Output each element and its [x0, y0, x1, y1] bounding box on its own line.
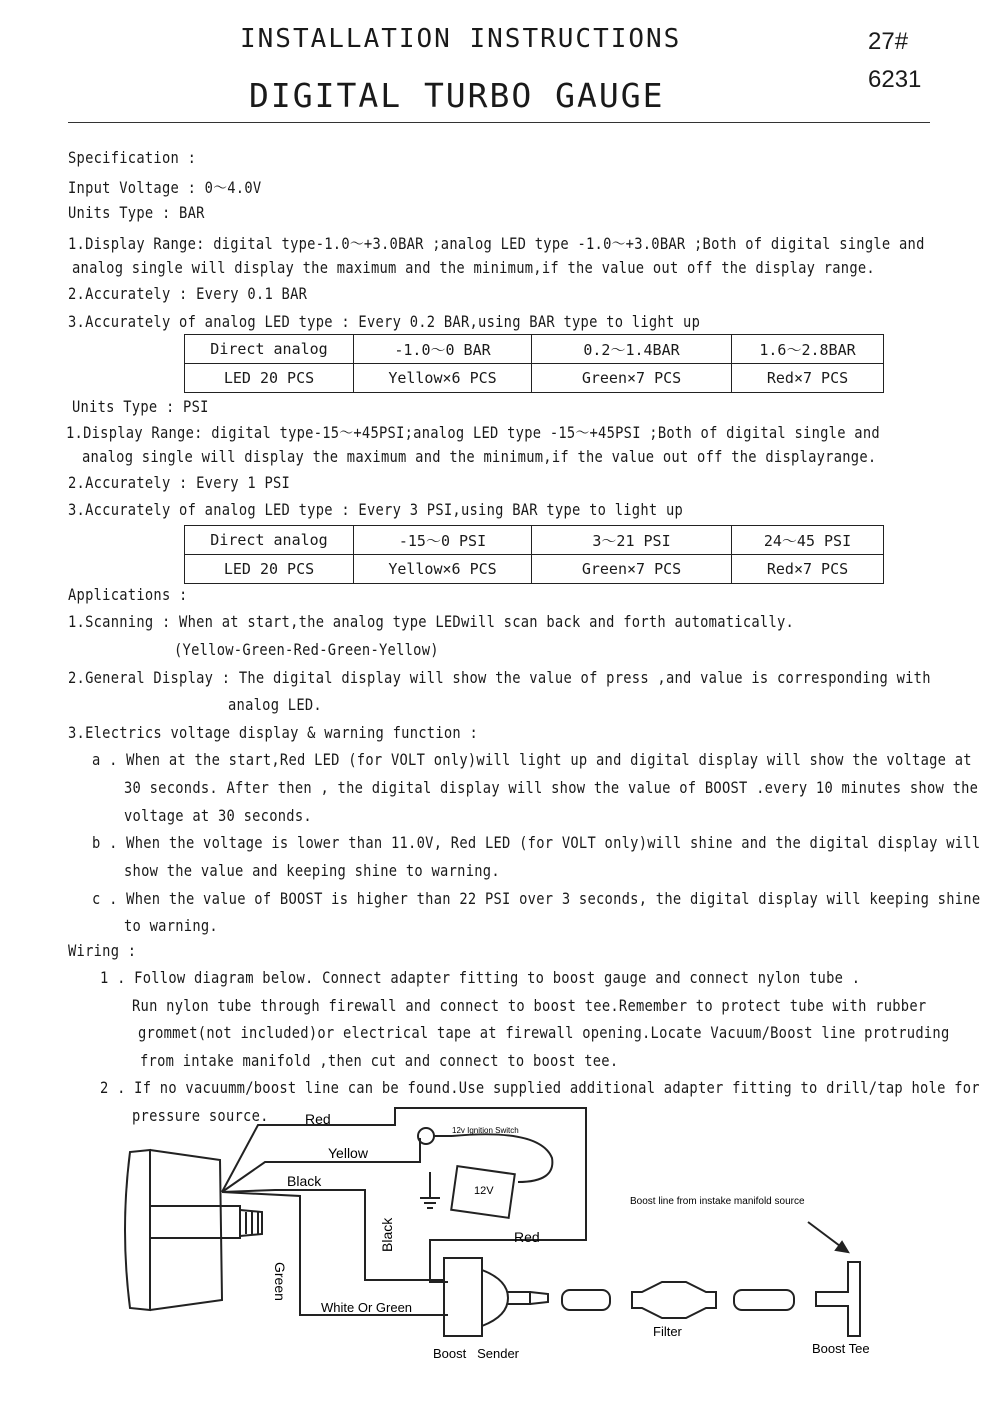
label-green-vertical: Green [272, 1262, 288, 1301]
wiring-step-1-cont3: from intake manifold ,then cut and connect to boost tee. [140, 1051, 619, 1070]
part-number: 6231 [868, 66, 922, 93]
label-filter: Filter [653, 1324, 682, 1339]
label-boost-tee: Boost Tee [812, 1341, 870, 1356]
table-cell: 24～45 PSI [732, 526, 884, 555]
nylon-tube [562, 1290, 610, 1310]
boost-tee-icon [816, 1262, 860, 1336]
app-item-c: c . When the value of BOOST is higher than 22 PSI over 3 seconds, the digital display will keeping shine [92, 889, 981, 908]
psi-display-range: 1.Display Range: digital type-15～+45PSI;analog LED type -15～+45PSI ;Both of digital single and [66, 423, 880, 442]
psi-display-range-cont: analog single will display the maximum and the minimum,if the value out off the displayrange. [82, 447, 877, 466]
table-cell: -1.0～0 BAR [354, 335, 532, 364]
page-title: DIGITAL TURBO GAUGE [249, 76, 665, 115]
label-boost-sender: Boost Sender [433, 1346, 519, 1361]
table-cell: Yellow×6 PCS [354, 555, 532, 584]
wiring-step-1: 1 . Follow diagram below. Connect adapter fitting to boost gauge and connect nylon tube . [100, 968, 861, 987]
battery-wire [452, 1134, 552, 1182]
app-item-a-cont: 30 seconds. After then , the digital display will show the value of BOOST .every 10 minutes show the [124, 778, 979, 797]
table-cell: LED 20 PCS [185, 364, 354, 393]
ignition-switch-icon [418, 1128, 434, 1144]
boost-sender [444, 1258, 482, 1336]
wiring-step-2-cont: pressure source. [132, 1106, 269, 1125]
table-cell: Direct analog [185, 526, 354, 555]
boost-sender-dome [482, 1270, 508, 1326]
filter-icon [632, 1282, 716, 1318]
table-cell: 1.6～2.8BAR [732, 335, 884, 364]
units-type-bar: Units Type : BAR [68, 203, 205, 222]
app-general-display: 2.General Display : The digital display will show the value of press ,and value is corresponding with [68, 668, 931, 687]
gauge-stem [150, 1206, 240, 1238]
table-cell: LED 20 PCS [185, 555, 354, 584]
bar-display-range: 1.Display Range: digital type-1.0～+3.0BAR ;analog LED type -1.0～+3.0BAR ;Both of digital single and [68, 234, 925, 253]
gauge-body [150, 1150, 222, 1310]
app-general-display-cont: analog LED. [228, 695, 322, 714]
model-code: 27# [868, 28, 909, 55]
label-red-2: Red [514, 1229, 540, 1245]
app-item-b: b . When the voltage is lower than 11.0V, Red LED (for VOLT only)will shine and the digital display will [92, 833, 981, 852]
psi-accuracy: 2.Accurately : Every 1 PSI [68, 473, 291, 492]
app-scanning: 1.Scanning : When at start,the analog type LEDwill scan back and forth automatically. [68, 612, 795, 631]
app-item-a-cont2: voltage at 30 seconds. [124, 806, 312, 825]
table-cell: Green×7 PCS [532, 364, 732, 393]
app-item-a: a . When at the start,Red LED (for VOLT only)will light up and digital display will show the voltage at [92, 750, 972, 769]
bar-accuracy: 2.Accurately : Every 0.1 BAR [68, 284, 308, 303]
gauge-bezel [125, 1150, 150, 1310]
table-cell: 0.2～1.4BAR [532, 335, 732, 364]
label-red: Red [305, 1111, 331, 1127]
label-ignition-switch: 12v Ignition Switch [452, 1126, 519, 1135]
wiring-heading: Wiring : [68, 941, 137, 960]
label-white-or-green: White Or Green [321, 1300, 413, 1315]
applications-heading: Applications : [68, 585, 188, 604]
app-item-c-cont: to warning. [124, 916, 218, 935]
units-type-psi: Units Type : PSI [72, 397, 209, 416]
app-voltage-warning: 3.Electrics voltage display & warning function : [68, 723, 479, 742]
table-cell: Yellow×6 PCS [354, 364, 532, 393]
app-item-b-cont: show the value and keeping shine to warning. [124, 861, 500, 880]
table-cell: 3～21 PSI [532, 526, 732, 555]
header-title: INSTALLATION INSTRUCTIONS [240, 24, 682, 54]
input-voltage: Input Voltage : 0～4.0V [68, 178, 262, 197]
bar-display-range-cont: analog single will display the maximum and the minimum,if the value out off the display range. [72, 258, 875, 277]
wiring-step-1-cont: Run nylon tube through firewall and connect to boost tee.Remember to protect tube with rubber [132, 996, 927, 1015]
app-scanning-sequence: (Yellow-Green-Red-Green-Yellow) [174, 640, 439, 659]
sender-fitting [508, 1292, 530, 1304]
label-battery: 12V [474, 1185, 494, 1197]
table-cell: Green×7 PCS [532, 555, 732, 584]
label-boost-line: Boost line from instake manifold source [630, 1196, 805, 1207]
spec-heading: Specification : [68, 148, 197, 167]
wiring-step-2: 2 . If no vacuumm/boost line can be found.Use supplied additional adapter fitting to drill/tap hole for [100, 1078, 980, 1097]
psi-led-accuracy: 3.Accurately of analog LED type : Every 3 PSI,using BAR type to light up [68, 500, 684, 519]
table-cell: Direct analog [185, 335, 354, 364]
wiring-step-1-cont2: grommet(not included)or electrical tape at firewall opening.Locate Vacuum/Boost line protruding [138, 1023, 950, 1042]
label-yellow: Yellow [328, 1145, 368, 1161]
table-cell: Red×7 PCS [732, 364, 884, 393]
nylon-tube-2 [734, 1290, 794, 1310]
label-black: Black [287, 1173, 322, 1189]
table-cell: Red×7 PCS [732, 555, 884, 584]
table-cell: -15～0 PSI [354, 526, 532, 555]
label-black-vertical: Black [379, 1217, 395, 1252]
bar-led-accuracy: 3.Accurately of analog LED type : Every 0.2 BAR,using BAR type to light up [68, 312, 701, 331]
